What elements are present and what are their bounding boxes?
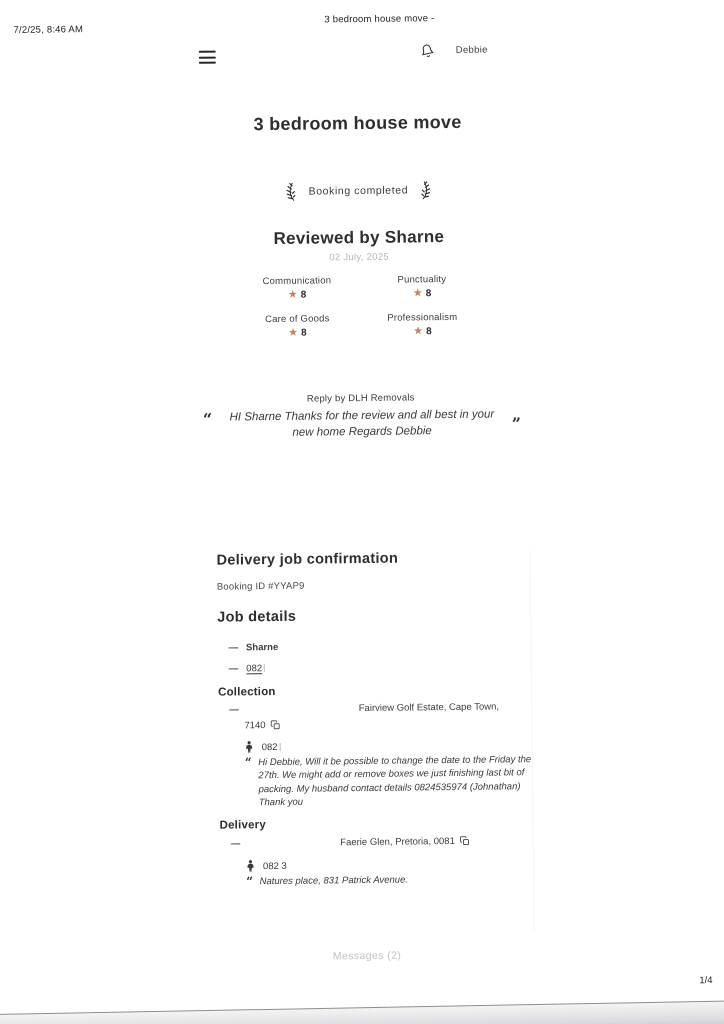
rating-punctuality (359, 274, 484, 300)
star-icon: ★ (413, 325, 424, 338)
rating-score: 8 (425, 288, 432, 300)
dash-bullet: — (228, 663, 239, 675)
hamburger-bar (199, 56, 216, 58)
redacted-digits (264, 664, 268, 672)
star-icon: ★ (412, 287, 423, 300)
collection-address: Fairview Golf Estate, Cape Town, (358, 701, 500, 715)
rating-professionalism (360, 312, 485, 338)
rating-label: Communication (262, 275, 332, 288)
delivery-heading: Delivery (219, 819, 266, 832)
collection-note (245, 753, 536, 810)
hamburger-bar (199, 62, 216, 64)
rating-score: 8 (300, 289, 307, 301)
rating-score: 8 (301, 327, 307, 339)
status-badge-label: Booking completed (308, 184, 409, 198)
rating-care-of-goods (235, 313, 360, 339)
copy-icon[interactable] (270, 720, 280, 733)
reply-label: Reply by DLH Removals (306, 392, 415, 405)
collection-note-text: Hi Debbie, Will it be possible to change the date to the Friday the 27th. We might add or remove boxes we just finishing last bit of packing. My husband contact details 0824535974 (Johnathan) Thank you (258, 754, 532, 809)
collection-phone[interactable]: 082 (261, 741, 278, 754)
redacted-street (247, 711, 359, 712)
open-quote-icon: “ (246, 874, 252, 889)
star-icon: ★ (287, 288, 298, 301)
booking-id: Booking ID #YYAP9 (216, 580, 305, 593)
collection-address-line (229, 701, 499, 715)
job-contact-name (228, 642, 278, 654)
open-quote-icon: “ (244, 755, 251, 770)
confirmation-heading: Delivery job confirmation (216, 550, 399, 569)
laurel-left-icon (283, 181, 295, 203)
phone-link[interactable]: 082 (246, 663, 263, 675)
person-icon (245, 740, 254, 756)
rating-label: Care of Goods (265, 313, 330, 326)
job-contact-phone (229, 663, 268, 674)
notification-bell-icon[interactable] (419, 42, 437, 65)
messages-link[interactable]: Messages (2) (332, 949, 402, 963)
page-title: 3 bedroom house move (253, 111, 462, 135)
dash-bullet: — (228, 642, 239, 654)
person-icon (246, 859, 255, 875)
job-details-heading: Job details (217, 608, 297, 626)
close-quote-icon: ” (511, 414, 520, 434)
reply-quote-text: HI Sharne Thanks for the review and all best in your new home Regards Debbie (229, 408, 495, 439)
collection-heading: Collection (217, 685, 276, 699)
user-name[interactable]: Debbie (455, 44, 488, 56)
rating-score: 8 (426, 326, 432, 338)
delivery-phone[interactable]: 082 3 (262, 860, 287, 873)
print-doc-title: 3 bedroom house move - (324, 13, 435, 26)
rating-label: Punctuality (397, 274, 447, 286)
collection-phone-row (245, 737, 284, 753)
rating-label: Professionalism (387, 311, 458, 324)
review-heading: Reviewed by Sharne (273, 227, 445, 248)
delivery-address: Faerie Glen, Pretoria, 0081 (340, 835, 455, 849)
menu-hamburger-icon[interactable] (199, 51, 216, 68)
copy-icon[interactable] (460, 836, 470, 849)
dash-bullet: — (229, 704, 239, 716)
redacted-street (248, 845, 340, 846)
print-datetime: 7/2/25, 8:46 AM (13, 24, 84, 36)
collection-address-line2 (244, 718, 280, 731)
open-quote-icon: “ (202, 409, 211, 429)
delivery-note-text: Natures place, 831 Patrick Avenue. (259, 874, 409, 888)
collection-postcode: 7140 (244, 720, 266, 732)
dash-bullet: — (230, 838, 241, 850)
print-page-number: 1/4 (699, 975, 713, 987)
rating-communication (234, 275, 359, 301)
delivery-phone-row (246, 856, 287, 872)
reply-quote (203, 407, 521, 442)
hamburger-bar (199, 51, 216, 53)
laurel-right-icon (421, 179, 433, 201)
star-icon: ★ (288, 326, 299, 339)
delivery-note (246, 874, 408, 889)
scan-artifact-line (529, 550, 534, 933)
ratings-grid (234, 274, 485, 340)
delivery-address-line (231, 834, 470, 850)
review-date: 02 July, 2025 (329, 251, 390, 264)
contact-name: Sharne (245, 641, 279, 654)
redacted-digits (279, 743, 283, 751)
status-badge (0, 176, 720, 206)
